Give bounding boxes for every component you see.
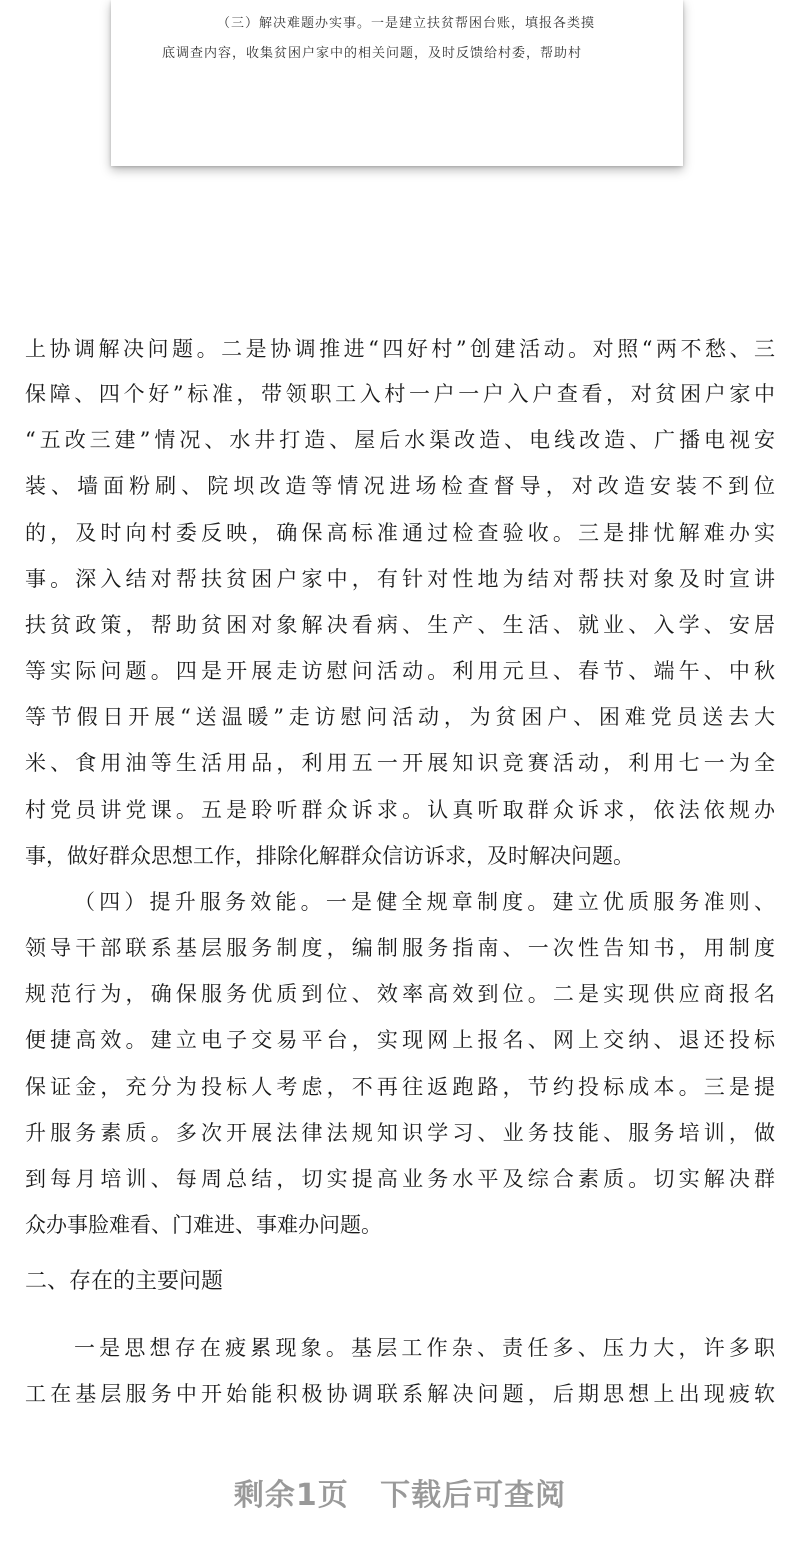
paragraph-line: 事，做好群众思想工作，排除化解群众信访诉求，及时解决问题。 [25, 844, 634, 868]
paragraph-line: 升服务素质。多次开展法律法规知识学习、业务技能、服务培训，做 [25, 1121, 775, 1145]
paragraph-line: 一是思想存在疲累现象。基层工作杂、责任多、压力大，许多职 [74, 1336, 775, 1360]
paragraph-line: 保证金，充分为投标人考虑，不再往返跑路，节约投标成本。三是提 [25, 1075, 775, 1099]
download-prompt[interactable] [0, 1470, 800, 1514]
paragraph-line: 保障、四个好”标准，带领职工入村一户一户入户查看，对贫困户家中 [25, 382, 775, 406]
paragraph-line: 等实际问题。四是开展走访慰问活动。利用元旦、春节、端午、中秋 [25, 659, 775, 683]
page-preview-card [111, 0, 683, 166]
paragraph-line: 扶贫政策，帮助贫困对象解决看病、生产、生活、就业、入学、安居 [25, 613, 775, 637]
paragraph-line: “五改三建”情况、水井打造、屋后水渠改造、电线改造、广播电视安 [25, 428, 775, 452]
paragraph-line: 上协调解决问题。二是协调推进“四好村”创建活动。对照“两不愁、三 [25, 337, 775, 361]
paragraph-line: 等节假日开展“送温暖”走访慰问活动，为贫困户、困难党员送去大 [25, 705, 775, 729]
paragraph-line: 规范行为，确保服务优质到位、效率高效到位。二是实现供应商报名 [25, 982, 775, 1006]
paragraph-line: （四）提升服务效能。一是健全规章制度。建立优质服务准则、 [74, 890, 775, 914]
paragraph-line: 到每月培训、每周总结，切实提高业务水平及综合素质。切实解决群 [25, 1167, 775, 1191]
download-to-view-label: 下载后可查阅 [380, 1478, 567, 1513]
paragraph-line: 众办事脸难看、门难进、事难办问题。 [25, 1213, 382, 1237]
section-heading: 二、存在的主要问题 [25, 1269, 224, 1294]
paragraph-line: 装、墙面粉刷、院坝改造等情况进场检查督导，对改造安装不到位 [25, 474, 775, 498]
preview-line-1: （三）解决难题办实事。一是建立扶贫帮困台账，填报各类摸 [217, 16, 596, 31]
paragraph-line: 便捷高效。建立电子交易平台，实现网上报名、网上交纳、退还投标 [25, 1028, 775, 1052]
paragraph-line: 的，及时向村委反映，确保高标准通过检查验收。三是排忧解难办实 [25, 521, 775, 545]
paragraph-line: 工在基层服务中开始能积极协调联系解决问题，后期思想上出现疲软 [25, 1382, 775, 1406]
paragraph-line: 村党员讲党课。五是聆听群众诉求。认真听取群众诉求，依法依规办 [25, 798, 775, 822]
preview-line-2: 底调查内容，收集贫困户家中的相关问题，及时反馈给村委，帮助村 [162, 46, 583, 61]
remaining-pages-label: 剩余1页 [233, 1478, 349, 1513]
paragraph-line: 米、食用油等生活用品，利用五一开展知识竞赛活动，利用七一为全 [25, 751, 775, 775]
paragraph-line: 事。深入结对帮扶贫困户家中，有针对性地为结对帮扶对象及时宣讲 [25, 567, 775, 591]
paragraph-line: 领导干部联系基层服务制度，编制服务指南、一次性告知书，用制度 [25, 936, 775, 960]
